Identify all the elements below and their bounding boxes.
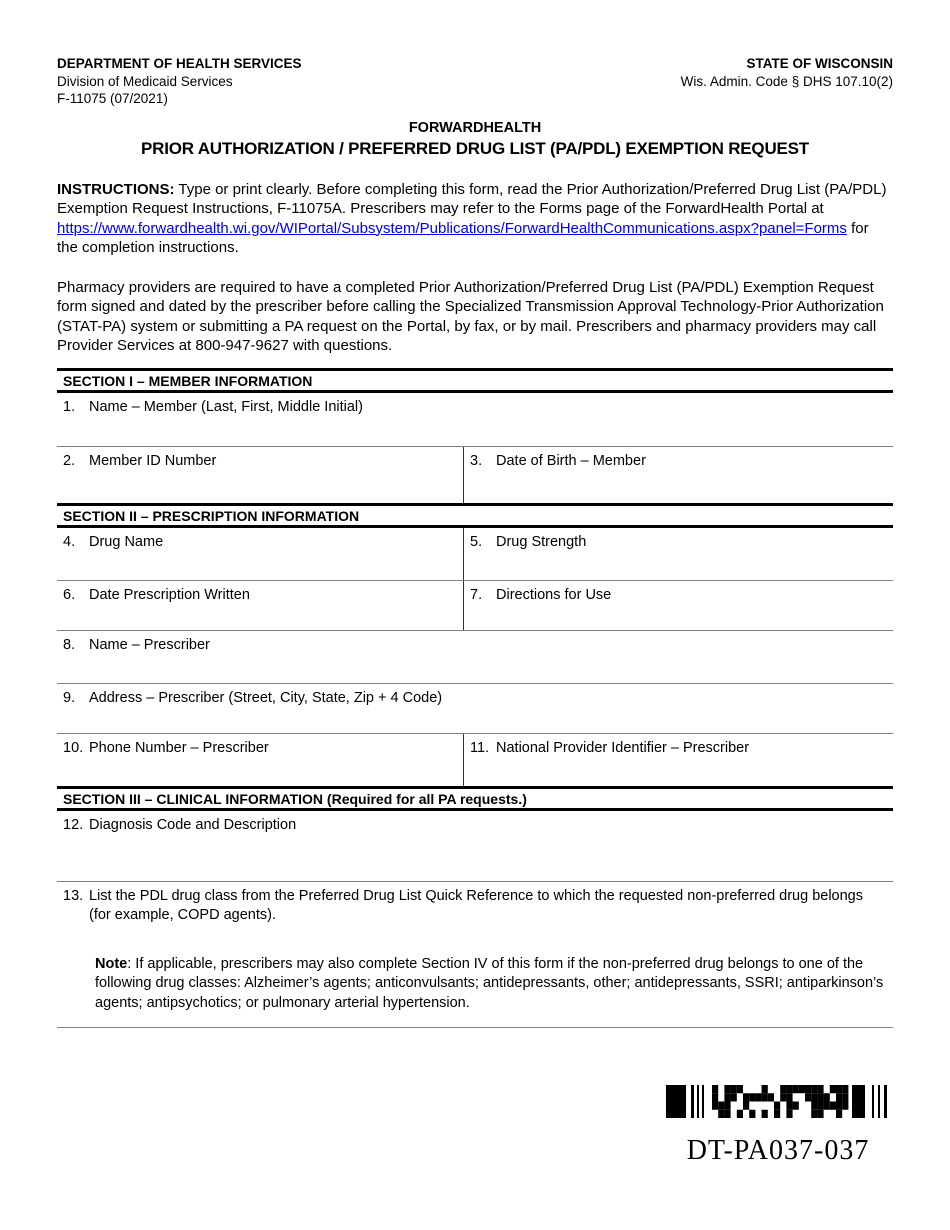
field-number: 12. [63,816,84,833]
field-12-diagnosis-cell[interactable] [57,811,893,881]
field-number: 2. [63,452,76,469]
field-13-pdl-class-cell[interactable] [57,882,893,1027]
field-5-drug-strength-cell[interactable] [463,528,893,580]
letterhead [57,55,893,108]
field-number: 8. [63,636,76,653]
barcode-block [666,1085,890,1167]
instructions-lead: INSTRUCTIONS: [57,180,175,198]
field-number: 7. [470,586,483,603]
field-label: Date Prescription Written [89,586,250,603]
portal-link[interactable]: https://www.forwardhealth.wi.gov/WIPortal/Subsystem/Publications/ForwardHealthCommunications.aspx?panel=Forms [57,219,847,237]
field-label: Drug Strength [496,533,587,550]
field-label: National Provider Identifier – Prescriber [496,739,750,756]
department-name: DEPARTMENT OF HEALTH SERVICES [57,56,302,71]
field-4-drug-name-cell[interactable] [57,528,463,580]
field-number: 3. [470,452,483,469]
field-label: Directions for Use [496,586,612,603]
field-6-date-written-cell[interactable] [57,581,463,630]
note-lead: Note [95,955,128,972]
field-label: Name – Prescriber [89,636,210,653]
state-name: STATE OF WISCONSIN [746,56,893,71]
barcode-image [666,1085,890,1118]
field-number: 6. [63,586,76,603]
field-10-prescriber-phone-cell[interactable] [57,734,463,786]
field-number: 1. [63,398,76,415]
field-number: 13. [63,887,84,904]
field-label: Drug Name [89,533,164,550]
field-label: Address – Prescriber (Street, City, State, Zip + 4 Code) [89,689,443,706]
section-iv-note: Note: If applicable, prescribers may also complete Section IV of this form if the non-preferred drug belongs to one of the following drug classes: Alzheimer’s agents; anticonvulsants; antidepressants, other; antidepressants, SSRI; antiparkinson’s agents; antipsychotics; or pulmonary arterial hypertension. [95,955,884,1011]
field-label: Diagnosis Code and Description [89,816,297,833]
field-3-member-dob-cell[interactable] [463,447,893,503]
form-number: F-11075 (07/2021) [57,91,168,106]
field-label: Date of Birth – Member [496,452,646,469]
section-ii-header: SECTION II – PRESCRIPTION INFORMATION [57,503,893,528]
division-name: Division of Medicaid Services [57,73,233,89]
field-number: 4. [63,533,76,550]
field-label: Name – Member (Last, First, Middle Initial) [89,398,363,415]
form-table [57,368,893,1028]
field-number: 10. [63,739,84,756]
field-number: 9. [63,689,76,706]
field-number: 5. [470,533,483,550]
barcode-label: DT-PA037-037 [686,1135,870,1166]
section-i-header: SECTION I – MEMBER INFORMATION [57,368,893,393]
pharmacy-paragraph: Pharmacy providers are required to have a completed Prior Authorization/Preferred Drug List (PA/PDL) Exemption Request form signed and dated by the prescriber before calling the Specialized Transmission Approval Technology-Prior Authorization (STAT-PA) system or submitting a PA request on the Portal, by fax, or by mail. Prescribers and pharmacy providers may call Provider Services at 800-947-9627 with questions. [57,278,884,354]
program-title: FORWARDHEALTH [408,119,542,136]
field-number: 11. [470,739,490,756]
field-7-directions-cell[interactable] [463,581,893,630]
field-8-prescriber-name-cell[interactable] [57,631,893,683]
field-11-prescriber-npi-cell[interactable] [463,734,893,786]
field-9-prescriber-address-cell[interactable] [57,684,893,733]
field-label: Phone Number – Prescriber [89,739,269,756]
admin-code: Wis. Admin. Code § DHS 107.10(2) [680,73,893,89]
field-label: List the PDL drug class from the Preferred Drug List Quick Reference to which the requested non-preferred drug belongs (for example, COPD agents). [89,887,864,923]
field-1-member-name-cell[interactable] [57,393,893,446]
field-label: Member ID Number [89,452,217,469]
field-2-member-id-cell[interactable] [57,447,463,503]
section-iii-header: SECTION III – CLINICAL INFORMATION (Required for all PA requests.) [57,786,893,811]
instructions-paragraph: INSTRUCTIONS: Type or print clearly. Before completing this form, read the Prior Authorization/Preferred Drug List (PA/PDL) Exemption Request Instructions, F-11075A. Prescribers may refer to the Forms page of the ForwardHealth Portal at https://www.forwardhealth.wi.gov/WIPortal/Subsystem/Publications/ForwardHealthCommunications.aspx?panel=Forms for the completion instructions. [57,180,887,256]
form-title: PRIOR AUTHORIZATION / PREFERRED DRUG LIST (PA/PDL) EXEMPTION REQUEST [141,138,809,158]
